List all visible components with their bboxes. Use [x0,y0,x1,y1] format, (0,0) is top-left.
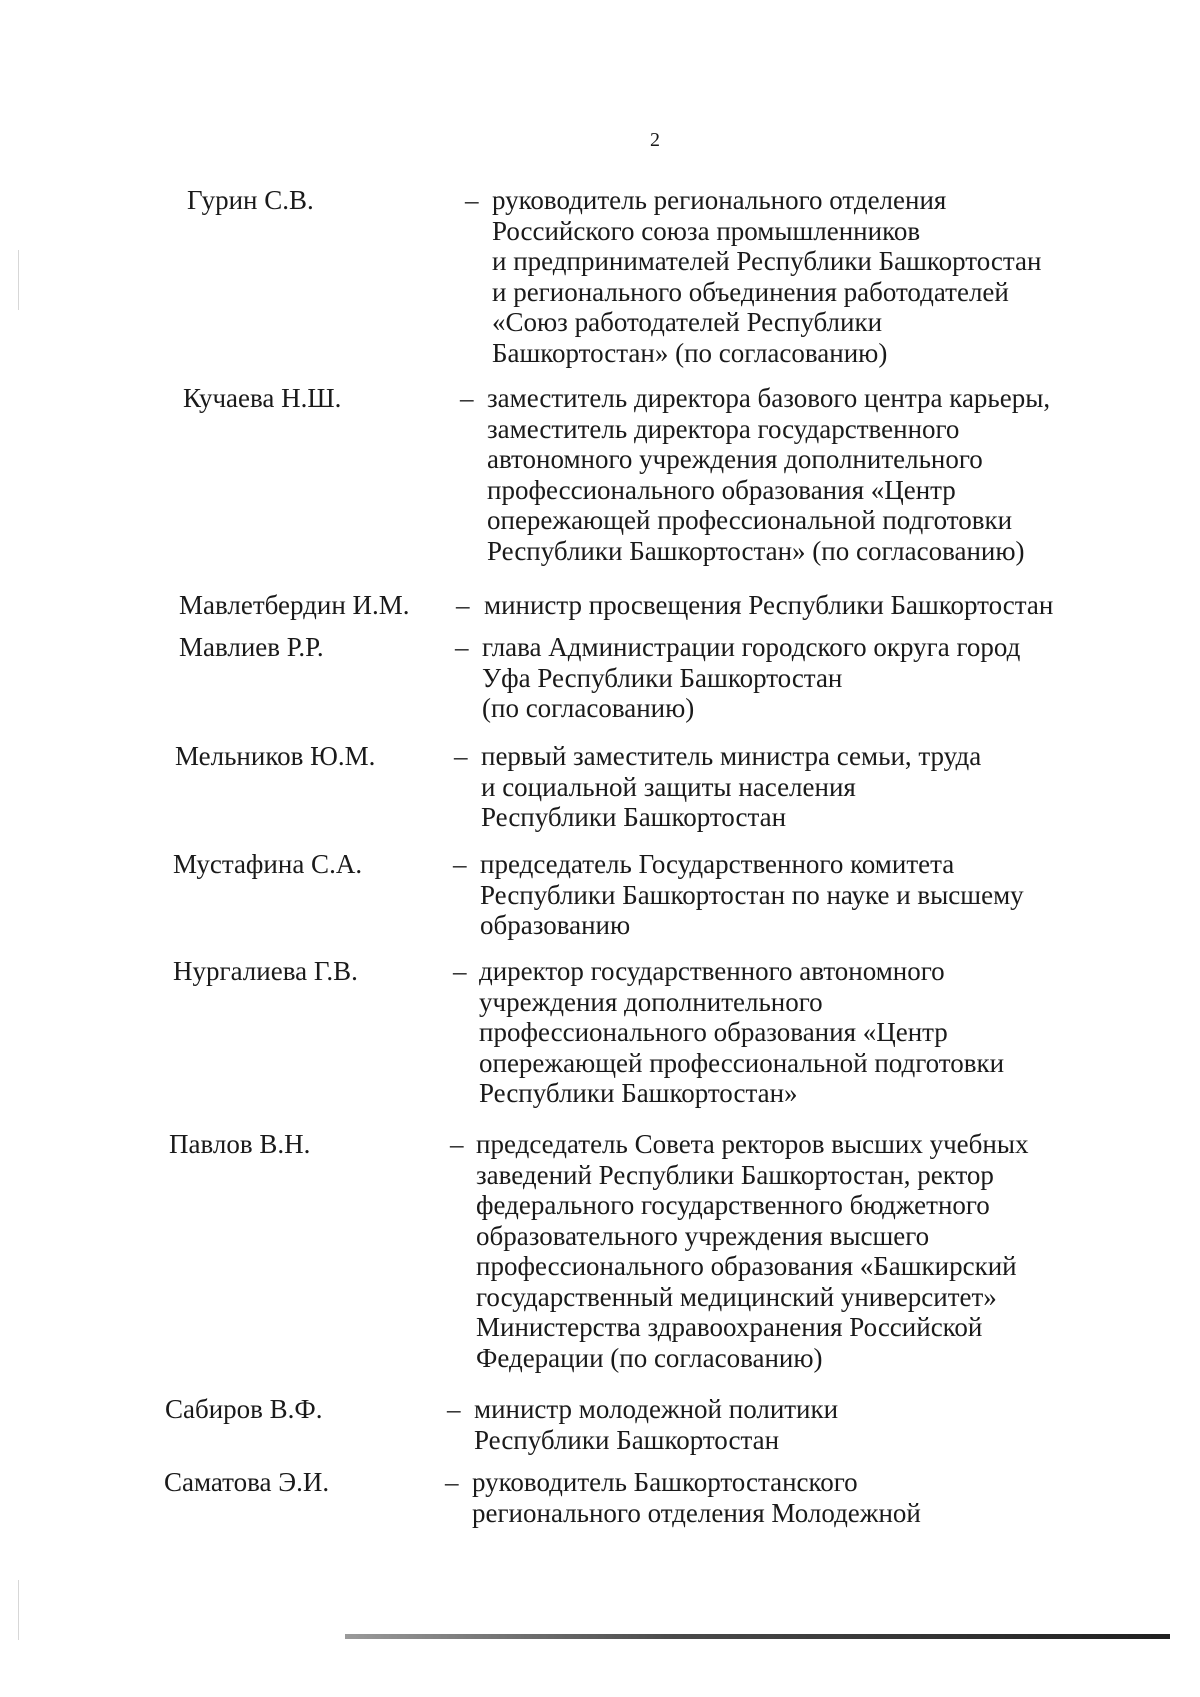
scan-edge-mark [18,1580,19,1640]
member-name: Мавлетбердин И.М. [179,590,410,620]
dash-separator: – [445,1467,459,1497]
dash-separator: – [460,383,474,413]
dash-separator: – [465,185,479,215]
dash-separator: – [454,741,468,771]
member-role: первый заместитель министра семьи, труда и социальной защиты населения Республики Башкортостан [481,741,982,832]
member-name: Мустафина С.А. [173,849,363,879]
page-number: 2 [650,129,660,151]
member-role: председатель Совета ректоров высших учебных заведений Республики Башкортостан, ректор федерального государственного бюджетного образовательного учреждения высшего профессионального образования «Башкирский государственный медицинский университет» Министерства здравоохранения Российской Федерации (по согласованию) [476,1129,1029,1373]
dash-separator: – [450,1129,464,1159]
scan-bottom-line [345,1634,1170,1639]
member-role: руководитель Башкортостанского регионального отделения Молодежной [472,1467,921,1528]
member-name: Мавлиев Р.Р. [179,632,324,662]
member-name: Нургалиева Г.В. [173,956,358,986]
member-name: Павлов В.Н. [169,1129,311,1159]
dash-separator: – [455,632,469,662]
dash-separator: – [447,1394,461,1424]
member-role: директор государственного автономного учреждения дополнительного профессионального образования «Центр опережающей профессиональной подготовки Республики Башкортостан» [479,956,1005,1108]
dash-separator: – [453,849,467,879]
member-role: руководитель регионального отделения Российского союза промышленников и предпринимателей Республики Башкортостан и регионального объединения работодателей «Союз работодателей Республики Башкортостан» (по согласованию) [492,185,1042,368]
member-name: Сабиров В.Ф. [165,1394,323,1424]
member-name: Гурин С.В. [187,185,314,215]
member-role: министр просвещения Республики Башкортостан [484,590,1054,620]
member-name: Саматова Э.И. [164,1467,330,1497]
dash-separator: – [453,956,467,986]
member-name: Мельников Ю.М. [175,741,376,771]
member-role: глава Администрации городского округа город Уфа Республики Башкортостан (по согласованию) [482,632,1021,723]
member-role: председатель Государственного комитета Республики Башкортостан по науке и высшему образованию [480,849,1024,940]
member-name: Кучаева Н.Ш. [183,383,342,413]
member-role: заместитель директора базового центра карьеры, заместитель директора государственного автономного учреждения дополнительного профессионального образования «Центр опережающей профессиональной подготовки Республики Башкортостан» (по согласованию) [487,383,1051,566]
member-role: министр молодежной политики Республики Башкортостан [474,1394,839,1455]
scan-edge-mark [18,250,19,310]
dash-separator: – [456,590,470,620]
